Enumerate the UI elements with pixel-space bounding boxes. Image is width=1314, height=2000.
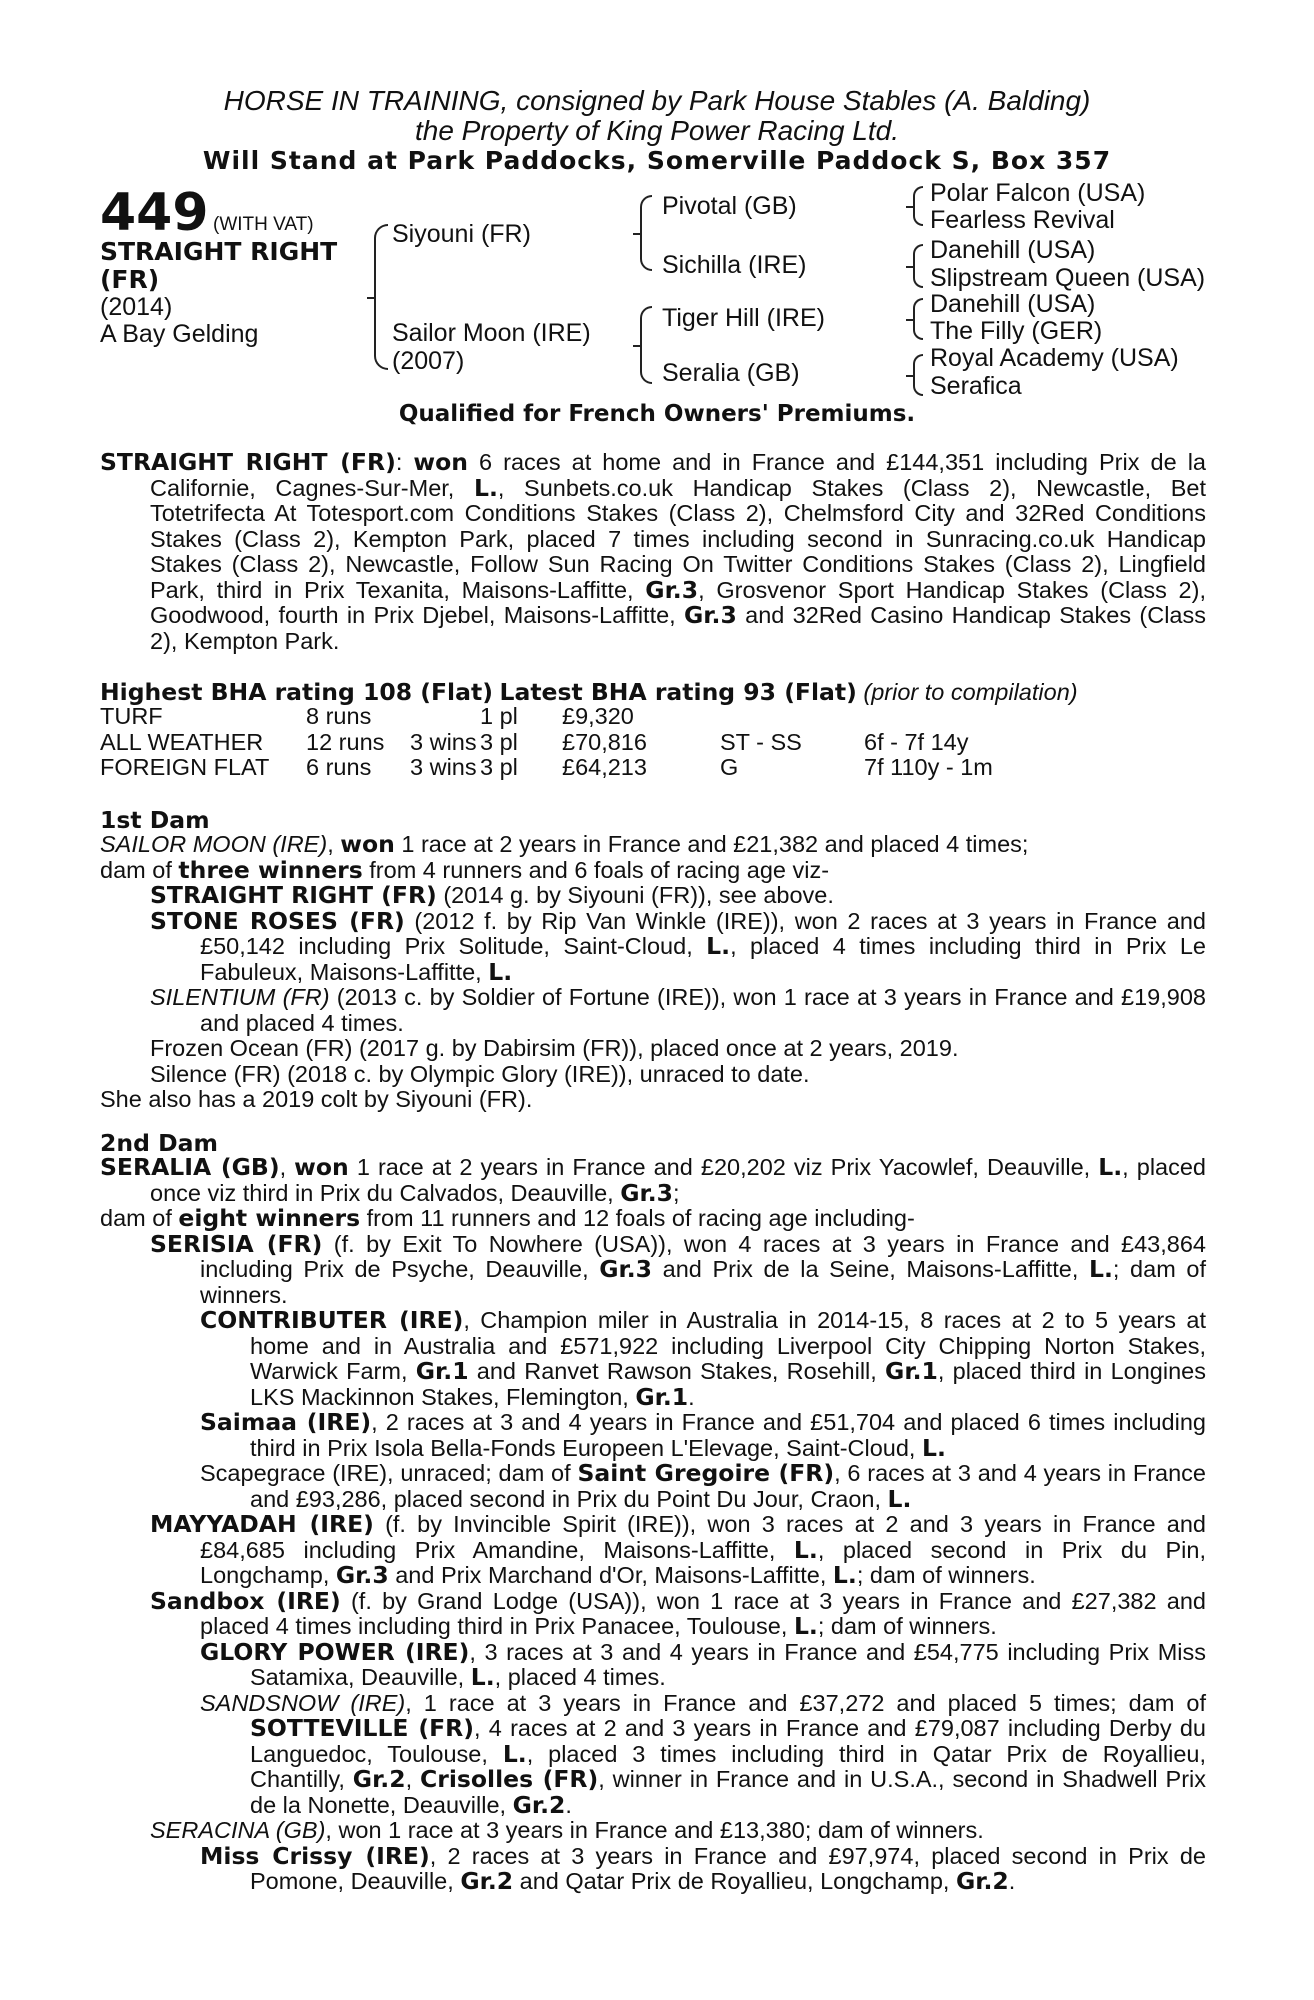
- won-label: won: [340, 830, 395, 858]
- listed-tag: L.: [473, 473, 498, 502]
- listed-tag: L.: [832, 1561, 857, 1589]
- ancestor-8: Serafica: [930, 372, 1022, 400]
- dam-bracket: [640, 306, 652, 384]
- group-tag: Gr.2: [352, 1765, 406, 1793]
- group-tag: Gr.2: [512, 1790, 566, 1819]
- progeny-text: , 2 races at 3 and 4 years in France and £51,704 and placed 6 times including third in Prix Isola Bella-Fonds Europeen L'Elevage, Saint-Cloud,: [250, 1409, 1206, 1461]
- progeny-text: ; dam of winners.: [200, 1256, 1206, 1308]
- g-bracket-2: [913, 244, 923, 288]
- progeny-text: , winner in France and in U.S.A., second in Shadwell Prix de la Nonette, Deauville,: [250, 1766, 1206, 1818]
- g-bracket-4: [913, 354, 923, 396]
- group-tag: Gr.3: [599, 1255, 653, 1283]
- progeny-name: SERISIA (FR): [150, 1229, 323, 1258]
- progeny-text: (f. by Grand Lodge (USA)), won 1 race at 3 years in France and £27,382 and placed 4 times including third in Prix Panacee, Toulouse,: [200, 1587, 1207, 1639]
- stat-runs: 6 runs: [306, 754, 372, 780]
- dam-year: (2007): [392, 347, 465, 375]
- progeny-text: , 4 races at 2 and 3 years in France and £79,087 including Derby du Languedoc, Toulouse,: [250, 1715, 1206, 1767]
- lot-number-block: [100, 183, 314, 243]
- progeny-text: (f. by Invincible Spirit (IRE)), won 3 races at 2 and 3 years in France and £84,685 including Prix Amandine, Maisons-Laffitte,: [200, 1511, 1206, 1563]
- record-text: , Sunbets.co.uk Handicap Stakes (Class 2), Newcastle, Bet Totetrifecta At Totesport.com Conditions Stakes (Class 2), Chelmsford City and 32Red Conditions Stakes (Class 2), Kempton Park, placed 7 times including second in Sunracing.co.uk Handicap Stakes (Class 2), Newcastle, Follow Sun Racing On Twitter Conditions Stakes (Class 2), Lingfield Park, third in Prix Texanita, Maisons-Laffitte,: [150, 474, 1207, 603]
- progeny-text: , won 1 race at 3 years in France and £13,380; dam of winners.: [325, 1817, 984, 1843]
- rating-note: (prior to compilation): [863, 679, 1078, 705]
- ratings-line: [100, 678, 1078, 706]
- progeny-name: SILENTIUM (FR): [150, 984, 330, 1010]
- listed-tag: L.: [793, 1535, 818, 1564]
- stat-going: [720, 704, 864, 730]
- ancestor-1: Polar Falcon (USA): [930, 179, 1146, 207]
- dam-name: SERALIA (GB): [100, 1153, 280, 1181]
- listed-tag: L.: [922, 1433, 946, 1462]
- stat-surface: TURF: [100, 703, 163, 729]
- progeny-text: , 1 race at 3 years in France and £37,272 and placed 5 times; dam of: [405, 1689, 1207, 1716]
- progeny-text: , placed 4 times.: [494, 1664, 666, 1690]
- horse-description: A Bay Gelding: [100, 320, 259, 348]
- ancestor-3: Danehill (USA): [930, 236, 1096, 264]
- second-dam-section: SERALIA (GB), won 1 race at 2 years in France and £20,202 viz Prix Yacowlef, Deauville, L., placed once viz third in Prix du Calvados, Deauville, Gr.3; dam of eight winners from 11 runners and 12 foals of racing age including- SERISIA (FR) (f. by Exit To Nowhere (USA)), won 4 races at 3 years in France and £43,864 including Prix de Psyche, Deauville, Gr.3 and Prix de la Seine, Maisons-Laffitte, L.; dam of winners. CONTRIBUTER (IRE), Champion miler in Australia in 2014-15, 8 races at 2 to 5 years at home and in Australia and £571,922 including Liverpool City Chipping Norton Stakes, Warwick Farm, Gr.1 and Ranvet Rawson Stakes, Rosehill, Gr.1, placed third in Longines LKS Mackinnon Stakes, Flemington, Gr.1. Saimaa (IRE), 2 races at 3 and 4 years in France and £51,704 and placed 6 times including third in Prix Isola Bella-Fonds Europeen L'Elevage, Saint-Cloud, L. Scapegrace (IRE), unraced; dam of Saint Gregoire (FR), 6 races at 3 and 4 years in France and £93,286, placed second in Prix du Point Du Jour, Craon, L. MAYYADAH (IRE) (f. by Invincible Spirit (IRE)), won 3 races at 2 and 3 years in France and £84,685 including Prix Amandine, Maisons-Laffitte, L., placed second in Prix du Pin, Longchamp, Gr.3 and Prix Marchand d'Or, Maisons-Laffitte, L.; dam of winners. Sandbox (IRE) (f. by Grand Lodge (USA)), won 1 race at 3 years in France and £27,382 and placed 4 times including third in Prix Panacee, Toulouse, L.; dam of winners. GLORY POWER (IRE), 3 races at 3 and 4 years in France and £54,775 including Prix Miss Satamixa, Deauville, L., placed 4 times. SANDSNOW (IRE), 1 race at 3 years in France and £37,272 and placed 5 times; dam of SOTTEVILLE (FR), 4 races at 2 and 3 years in France and £79,087 including Derby du Languedoc, Toulouse, L., placed 3 times including third in Qatar Prix de Royallieu, Chantilly, Gr.2, Crisolles (FR), winner in France and in U.S.A., second in Shadwell Prix de la Nonette, Deauville, Gr.2. SERACINA (GB), won 1 race at 3 years in France and £13,380; dam of winners. Miss Crissy (IRE), 2 races at 3 years in France and £97,974, placed second in Prix de Pomone, Deauville, Gr.2 and Qatar Prix de Royallieu, Longchamp, Gr.2.: [100, 1153, 1207, 1895]
- horse-name: STRAIGHT RIGHT: [100, 237, 338, 266]
- sire-dam: Sichilla (IRE): [662, 251, 807, 279]
- progeny-name: STONE ROSES (FR): [150, 906, 405, 935]
- listed-tag: L.: [488, 957, 513, 986]
- stat-runs: 12 runs: [306, 728, 385, 755]
- progeny-text: , 2 races at 3 years in France and £97,974, placed second in Prix de Pomone, Deauville,: [250, 1842, 1206, 1894]
- race-stats-table: [100, 704, 993, 781]
- table-row: [100, 704, 993, 730]
- stat-wins: [410, 704, 480, 730]
- consignor-line: HORSE IN TRAINING, consigned by Park House Stables (A. Balding): [223, 85, 1091, 116]
- stat-prize: £70,816: [562, 728, 647, 755]
- progeny-name: GLORY POWER (IRE): [200, 1637, 470, 1666]
- dam-name: SAILOR MOON (IRE): [100, 831, 328, 857]
- progeny-text: (2014 g. by Siyouni (FR)), see above.: [436, 882, 834, 908]
- stat-placed: 1 pl: [480, 703, 518, 729]
- progeny-text: , placed third in Longines LKS Mackinnon Stakes, Flemington,: [250, 1358, 1206, 1410]
- dam-note: She also has a 2019 colt by Siyouni (FR).: [100, 1086, 533, 1112]
- record-text: from 4 runners and 6 foals of racing age viz-: [362, 856, 830, 883]
- qualified-note: Qualified for French Owners' Premiums.: [398, 401, 916, 427]
- listed-tag: L.: [1098, 1153, 1123, 1181]
- progeny-name: Crisolles (FR): [420, 1765, 599, 1793]
- progeny-text: ,: [405, 1766, 420, 1792]
- record-text: from 11 runners and 12 foals of racing age including-: [360, 1205, 915, 1231]
- progeny-text: .: [1008, 1868, 1016, 1894]
- progeny-entry: Silence (FR) (2018 c. by Olympic Glory (IRE)), unraced to date.: [150, 1060, 810, 1087]
- record-text: 1 race at 2 years in France and £20,202 viz Prix Yacowlef, Deauville,: [348, 1154, 1099, 1180]
- progeny-name: STRAIGHT RIGHT (FR): [150, 881, 437, 909]
- progeny-text: .: [688, 1383, 695, 1410]
- table-row: [100, 730, 993, 756]
- stat-going: ST - SS: [720, 728, 802, 755]
- progeny-entry: Frozen Ocean (FR) (2017 g. by Dabirsim (FR)), placed once at 2 years, 2019.: [150, 1035, 959, 1061]
- listed-tag: L.: [470, 1663, 495, 1691]
- record-text: and 32Red Casino Handicap Stakes (Class 2), Kempton Park.: [150, 602, 1206, 654]
- sire-sire: Pivotal (GB): [662, 192, 797, 220]
- lot-number: 449: [100, 183, 209, 243]
- foaling-year: (2014): [100, 293, 173, 321]
- sire-bracket: [640, 195, 652, 271]
- second-dam-heading: 2nd Dam: [100, 1129, 218, 1157]
- progeny-text: , placed second in Prix du Pin, Longchamp,: [200, 1536, 1206, 1588]
- progeny-name: SANDSNOW (IRE): [200, 1689, 406, 1716]
- progeny-name: Sandbox (IRE): [150, 1586, 341, 1615]
- stat-wins: 3 wins: [410, 754, 477, 780]
- won-label: won: [413, 448, 468, 476]
- group-tag: Gr.2: [460, 1867, 514, 1895]
- progeny-text: , Champion miler in Australia in 2014-15, 8 races at 2 to 5 years at home and in Australia and £571,922 including Liverpool City Chipping Norton Stakes, Warwick Farm,: [250, 1307, 1206, 1384]
- stat-surface: FOREIGN FLAT: [100, 754, 270, 780]
- stat-placed: 3 pl: [480, 728, 518, 755]
- group-tag: Gr.3: [335, 1561, 389, 1589]
- group-tag: Gr.2: [955, 1867, 1009, 1895]
- progeny-text: ; dam of winners.: [817, 1613, 997, 1639]
- record-text: , Grosvenor Sport Handicap Stakes (Class 2), Goodwood, fourth in Prix Djebel, Maisons-Laffitte,: [150, 576, 1206, 628]
- listed-tag: L.: [793, 1612, 818, 1640]
- ancestor-6: The Filly (GER): [930, 317, 1103, 345]
- owner-line: the Property of King Power Racing Ltd.: [414, 115, 900, 146]
- record-text: 1 race at 2 years in France and £21,382 and placed 4 times;: [394, 831, 1029, 857]
- progeny-name: Saint Gregoire (FR): [577, 1459, 835, 1487]
- stabling-line: Will Stand at Park Paddocks, Somerville Paddock S, Box 357: [202, 146, 1112, 175]
- won-label: won: [294, 1153, 349, 1181]
- dam-sire: Tiger Hill (IRE): [662, 304, 825, 332]
- dam-dam: Seralia (GB): [662, 359, 800, 387]
- group-tag: Gr.3: [645, 575, 699, 604]
- progeny-name: MAYYADAH (IRE): [150, 1510, 374, 1538]
- progeny-text: , 6 races at 3 and 4 years in France and £93,286, placed second in Prix du Point Du Jour, Craon,: [250, 1460, 1206, 1512]
- horse-name-suffix: (FR): [100, 265, 160, 294]
- stat-distance: [864, 704, 993, 730]
- dam: Sailor Moon (IRE): [392, 319, 591, 347]
- ancestor-5: Danehill (USA): [930, 290, 1096, 318]
- horse-name-ref: STRAIGHT RIGHT (FR): [100, 448, 396, 476]
- progeny-text: and Qatar Prix de Royallieu, Longchamp,: [513, 1868, 956, 1894]
- progeny-text: , 3 races at 3 and 4 years in France and £54,775 including Prix Miss Satamixa, Deauville,: [250, 1638, 1206, 1690]
- progeny-text: .: [565, 1791, 572, 1818]
- listed-tag: L.: [1089, 1255, 1113, 1283]
- record-text: ;: [673, 1179, 680, 1206]
- pedigree-bracket: [374, 224, 388, 370]
- first-dam-section: SAILOR MOON (IRE), won 1 race at 2 years in France and £21,382 and placed 4 times; dam of three winners from 4 runners and 6 foals of racing age viz- STRAIGHT RIGHT (FR) (2014 g. by Siyouni (FR)), see above. STONE ROSES (FR) (2012 f. by Rip Van Winkle (IRE)), won 2 races at 3 years in France and £50,142 including Prix Solitude, Saint-Cloud, L., placed 4 times including third in Prix Le Fabuleux, Maisons-Laffitte, L. SILENTIUM (FR) (2013 c. by Soldier of Fortune (IRE)), won 1 race at 3 years in France and £19,908 and placed 4 times. Frozen Ocean (FR) (2017 g. by Dabirsim (FR)), placed once at 2 years, 2019. Silence (FR) (2018 c. by Olympic Glory (IRE)), unraced to date. She also has a 2019 colt by Siyouni (FR).: [100, 830, 1207, 1112]
- group-tag: Gr.1: [885, 1357, 938, 1385]
- stat-prize: £64,213: [562, 754, 647, 780]
- progeny-text: and Prix Marchand d'Or, Maisons-Laffitte,: [388, 1562, 833, 1588]
- progeny-text: and Prix de la Seine, Maisons-Laffitte,: [652, 1256, 1090, 1282]
- stat-runs: 8 runs: [306, 703, 372, 729]
- progeny-name: Miss Crissy (IRE): [200, 1841, 430, 1870]
- stat-distance: 7f 110y - 1m: [864, 754, 993, 780]
- first-dam-heading: 1st Dam: [100, 806, 210, 834]
- stat-distance: 6f - 7f 14y: [864, 728, 969, 755]
- group-tag: Gr.3: [684, 601, 737, 629]
- progeny-text: , placed 3 times including third in Qatar Prix de Royallieu, Chantilly,: [250, 1740, 1207, 1792]
- progeny-text: ; dam of winners.: [856, 1562, 1036, 1588]
- table-row: [100, 755, 993, 781]
- progeny-text: (2012 f. by Rip Van Winkle (IRE)), won 2 races at 3 years in France and £50,142 including Prix Solitude, Saint-Cloud,: [200, 907, 1207, 959]
- g-bracket-3: [913, 298, 923, 340]
- highest-rating: Highest BHA rating 108 (Flat): [100, 678, 493, 706]
- group-tag: Gr.1: [635, 1382, 689, 1411]
- record-text: dam of: [100, 856, 179, 883]
- progeny-name: CONTRIBUTER (IRE): [200, 1306, 464, 1334]
- latest-rating: Latest BHA rating 93 (Flat): [499, 678, 857, 706]
- stat-going: G: [720, 754, 739, 780]
- racing-record: STRAIGHT RIGHT (FR): won 6 races at home and in France and £144,351 including Prix de la Californie, Cagnes-Sur-Mer, L., Sunbets.co.uk Handicap Stakes (Class 2), Newcastle, Bet Totetrifecta At Totesport.com Conditions Stakes (Class 2), Chelmsford City and 32Red Conditions Stakes (Class 2), Kempton Park, placed 7 times including second in Sunracing.co.uk Handicap Stakes (Class 2), Newcastle, Follow Sun Racing On Twitter Conditions Stakes (Class 2), Lingfield Park, third in Prix Texanita, Maisons-Laffitte, Gr.3, Grosvenor Sport Handicap Stakes (Class 2), Goodwood, fourth in Prix Djebel, Maisons-Laffitte, Gr.3 and 32Red Casino Handicap Stakes (Class 2), Kempton Park.: [100, 448, 1207, 654]
- progeny-text: , placed 4 times including third in Prix Le Fabuleux, Maisons-Laffitte,: [200, 933, 1206, 985]
- ancestor-2: Fearless Revival: [930, 206, 1115, 234]
- stat-surface: ALL WEATHER: [100, 728, 264, 755]
- sire: Siyouni (FR): [392, 220, 531, 248]
- progeny-text: Scapegrace (IRE), unraced; dam of: [200, 1460, 578, 1486]
- record-text: 6 races at home and in France and £144,351 including Prix de la Californie, Cagnes-Sur-Mer,: [150, 449, 1206, 501]
- winners-count: eight winners: [178, 1204, 361, 1232]
- progeny-text: (2013 c. by Soldier of Fortune (IRE)), won 1 race at 3 years in France and £19,908 and placed 4 times.: [200, 984, 1206, 1036]
- record-text: , placed once viz third in Prix du Calvados, Deauville,: [150, 1154, 1206, 1206]
- stat-placed: 3 pl: [480, 754, 518, 780]
- group-tag: Gr.1: [415, 1357, 469, 1385]
- progeny-name: SOTTEVILLE (FR): [250, 1714, 475, 1742]
- progeny-name: SERACINA (GB): [150, 1817, 326, 1843]
- group-tag: Gr.3: [620, 1178, 674, 1207]
- ancestor-7: Royal Academy (USA): [930, 344, 1179, 372]
- listed-tag: L.: [502, 1739, 527, 1768]
- record-text: dam of: [100, 1205, 179, 1231]
- progeny-name: Saimaa (IRE): [200, 1408, 372, 1436]
- g-bracket-1: [913, 186, 923, 226]
- vat-note: (WITH VAT): [213, 214, 314, 235]
- winners-count: three winners: [178, 855, 363, 884]
- ancestor-4: Slipstream Queen (USA): [930, 264, 1206, 292]
- progeny-text: (f. by Exit To Nowhere (USA)), won 4 races at 3 years in France and £43,864 including Prix de Psyche, Deauville,: [200, 1230, 1206, 1282]
- stat-wins: 3 wins: [410, 728, 477, 755]
- listed-tag: L.: [706, 932, 731, 960]
- stat-prize: £9,320: [562, 703, 634, 729]
- progeny-text: and Ranvet Rawson Stakes, Rosehill,: [468, 1358, 886, 1384]
- listed-tag: L.: [887, 1484, 912, 1513]
